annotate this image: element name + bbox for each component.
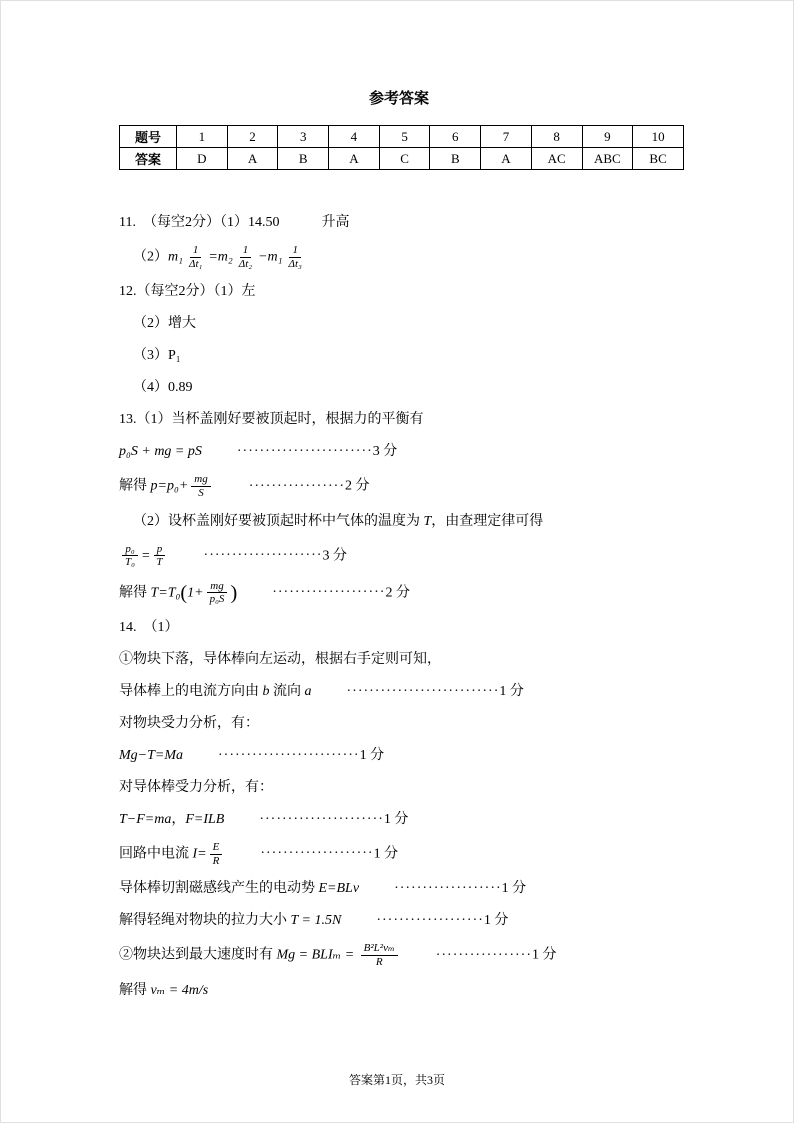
math-text: p=p₀+ [150, 478, 189, 494]
text-run: （2）设杯盖刚好要被顶起时杯中气体的温度为 [133, 513, 424, 529]
text-run: 11. （每空2分）（1）14.50 升高 [119, 215, 350, 230]
fraction-numerator: mg [191, 473, 210, 487]
answer-cell: AC [531, 148, 582, 170]
question-number-cell: 6 [430, 126, 481, 148]
text-run: （4）0.89 [133, 380, 193, 396]
fraction-denominator: Δt₃ [288, 257, 302, 270]
q12-answer-4 [133, 377, 679, 398]
question-number-cell: 7 [481, 126, 532, 148]
question-number-cell: 8 [531, 126, 582, 148]
q14-eq-block [119, 745, 679, 766]
q11-formula [133, 244, 679, 270]
fraction-denominator: T [156, 556, 163, 569]
question-number-cell: 3 [278, 126, 329, 148]
q14-eq-rod [119, 809, 679, 830]
dot-leader: ························ [236, 444, 373, 460]
fraction [153, 543, 165, 569]
fraction [191, 473, 210, 499]
q13-solve-temperature [119, 580, 679, 606]
score-label: 1 分 [499, 684, 524, 700]
text-run: 回路中电流 [119, 846, 193, 862]
content-lines [119, 212, 679, 1001]
math-text: I= [192, 846, 207, 862]
math-text: Mg = BLIₘ = [276, 947, 358, 963]
fraction-denominator: R [212, 854, 220, 867]
text-run: 导体棒上的电流方向由 [119, 684, 263, 700]
score-label: 1 分 [359, 748, 385, 764]
text-run: 解得 [119, 585, 151, 601]
answer-cell: A [227, 148, 278, 170]
text-run: （2） [133, 249, 168, 265]
q12-answers [119, 281, 679, 302]
fraction-numerator: B²L²vₘ [361, 942, 398, 956]
fraction-denominator: p₀S [209, 593, 225, 606]
q13-part1-intro [119, 409, 679, 430]
dot-leader: ···················· [260, 846, 374, 862]
math-text: T = 1.5N [290, 913, 342, 929]
q13-solve-pressure [119, 473, 679, 499]
math-text: vₘ = 4m/s [150, 982, 209, 998]
score-label: 1 分 [373, 846, 399, 862]
score-label: 1 分 [383, 812, 409, 828]
math-text: F=ILB [185, 812, 225, 828]
score-label: 3 分 [322, 547, 347, 563]
text-run: 14. （1） [119, 620, 179, 636]
score-label: 1 分 [483, 913, 509, 929]
fraction [236, 244, 255, 270]
big-parenthesis: ( [180, 581, 188, 604]
math-text: =m₂ [208, 249, 233, 265]
fraction-denominator: Δt₁ [188, 257, 203, 270]
dot-leader: ························· [218, 748, 360, 764]
fraction-denominator: R [375, 956, 383, 969]
math-text: −m₁ [258, 249, 283, 265]
fraction-numerator: E [210, 841, 223, 855]
answer-cell: ABC [582, 148, 633, 170]
fraction-numerator: p [154, 543, 166, 557]
text-run: 解得轻绳对物块的拉力大小 [119, 913, 291, 929]
fraction-numerator: 1 [240, 244, 252, 258]
math-text: a [304, 684, 312, 700]
dot-leader: ····················· [203, 547, 323, 563]
q14-rod-force-intro [119, 777, 679, 798]
answer-cell: B [430, 148, 481, 170]
big-parenthesis: ) [230, 581, 238, 604]
question-number-cell: 4 [329, 126, 380, 148]
answer-label: 答案 [120, 148, 177, 170]
q12-answer-2 [133, 313, 679, 334]
text-run: ②物块达到最大速度时有 [119, 947, 277, 963]
score-label: 1 分 [531, 947, 557, 963]
fraction-denominator: T₀ [125, 556, 135, 569]
q14-final-speed [119, 980, 679, 1001]
dot-leader: ················· [248, 478, 345, 494]
text-run: 对导体棒受力分析，有： [119, 780, 273, 796]
q14-step1-intro [119, 649, 679, 670]
question-number-cell: 10 [633, 126, 684, 148]
text-run: 13.（1）当杯盖刚好要被顶起时，根据力的平衡有 [119, 412, 424, 428]
q14-heading [119, 617, 679, 638]
q14-current-direction [119, 681, 679, 702]
q14-emf [119, 878, 679, 899]
score-label: 2 分 [385, 585, 410, 601]
question-number-label: 题号 [120, 126, 177, 148]
answer-table [119, 125, 684, 170]
text-run: （3）P₁ [133, 348, 181, 364]
q12-answer-3 [133, 345, 679, 366]
answer-cell: A [481, 148, 532, 170]
text-run: ，由查理定律可得 [431, 513, 544, 529]
question-number-cell: 9 [582, 126, 633, 148]
math-text: T−F=ma [119, 812, 172, 828]
text-run: ①物块下落，导体棒向左运动，根据右手定则可知， [119, 652, 441, 668]
question-number-cell: 2 [227, 126, 278, 148]
fraction [210, 841, 223, 867]
fraction-numerator: 1 [289, 244, 301, 258]
q14-tension-result [119, 910, 679, 931]
answer-cell: BC [633, 148, 684, 170]
question-number-cell: 5 [379, 126, 430, 148]
fraction [286, 244, 305, 270]
answer-cell: D [177, 148, 228, 170]
question-number-cell: 1 [177, 126, 228, 148]
dot-leader: ··················· [376, 913, 484, 929]
answer-cell: C [379, 148, 430, 170]
fraction-denominator: Δt₂ [238, 257, 253, 270]
math-text: p₀S + mg = pS [119, 444, 202, 460]
q11-answers [119, 212, 679, 233]
fraction [361, 942, 398, 968]
fraction [207, 580, 228, 606]
fraction [122, 543, 138, 569]
dot-leader: ··························· [346, 684, 500, 700]
text-run: 解得 [119, 982, 151, 998]
score-label: 3 分 [372, 444, 398, 460]
text-run: （2）增大 [133, 316, 196, 332]
dot-leader: ···················· [272, 585, 386, 601]
math-text: T=T₀ [150, 585, 181, 601]
q14-eq-circuit-current [119, 841, 679, 867]
math-text: b [262, 684, 270, 700]
q13-eq-balance [119, 441, 679, 462]
math-text: m₁ [168, 249, 183, 265]
answer-cell: A [329, 148, 380, 170]
math-text: E=BLv [318, 881, 360, 897]
score-label: 1 分 [501, 881, 527, 897]
text-run: ， [171, 812, 186, 828]
text-run: 对物块受力分析，有： [119, 716, 259, 732]
dot-leader: ················· [435, 947, 532, 963]
page-title: 参考答案 [368, 91, 429, 107]
text-run: 12.（每空2分）（1）左 [119, 284, 256, 300]
q14-block-force-intro [119, 713, 679, 734]
text-run: 导体棒切割磁感线产生的电动势 [119, 881, 319, 897]
table-row [120, 126, 684, 148]
math-text: Mg−T=Ma [119, 748, 184, 764]
fraction-numerator: mg [207, 580, 226, 594]
fraction-numerator: p₀ [122, 543, 137, 557]
answer-cell: B [278, 148, 329, 170]
text-run: 流向 [269, 684, 305, 700]
fraction-numerator: 1 [190, 244, 202, 258]
fraction-denominator: S [198, 486, 204, 499]
math-text: = [140, 547, 151, 563]
text-run: 解得 [119, 478, 151, 494]
q13-part2-intro [133, 511, 679, 532]
fraction [186, 244, 205, 270]
table-row [120, 148, 684, 170]
dot-leader: ······················ [259, 812, 384, 828]
q14-step2-max-speed [119, 942, 679, 968]
math-text: T [423, 513, 432, 529]
score-label: 2 分 [344, 478, 370, 494]
page-footer: 答案第1页，共3页 [348, 1073, 445, 1087]
q13-eq-charles-law [119, 543, 679, 569]
dot-leader: ··················· [394, 881, 502, 897]
math-text: 1+ [187, 585, 204, 601]
